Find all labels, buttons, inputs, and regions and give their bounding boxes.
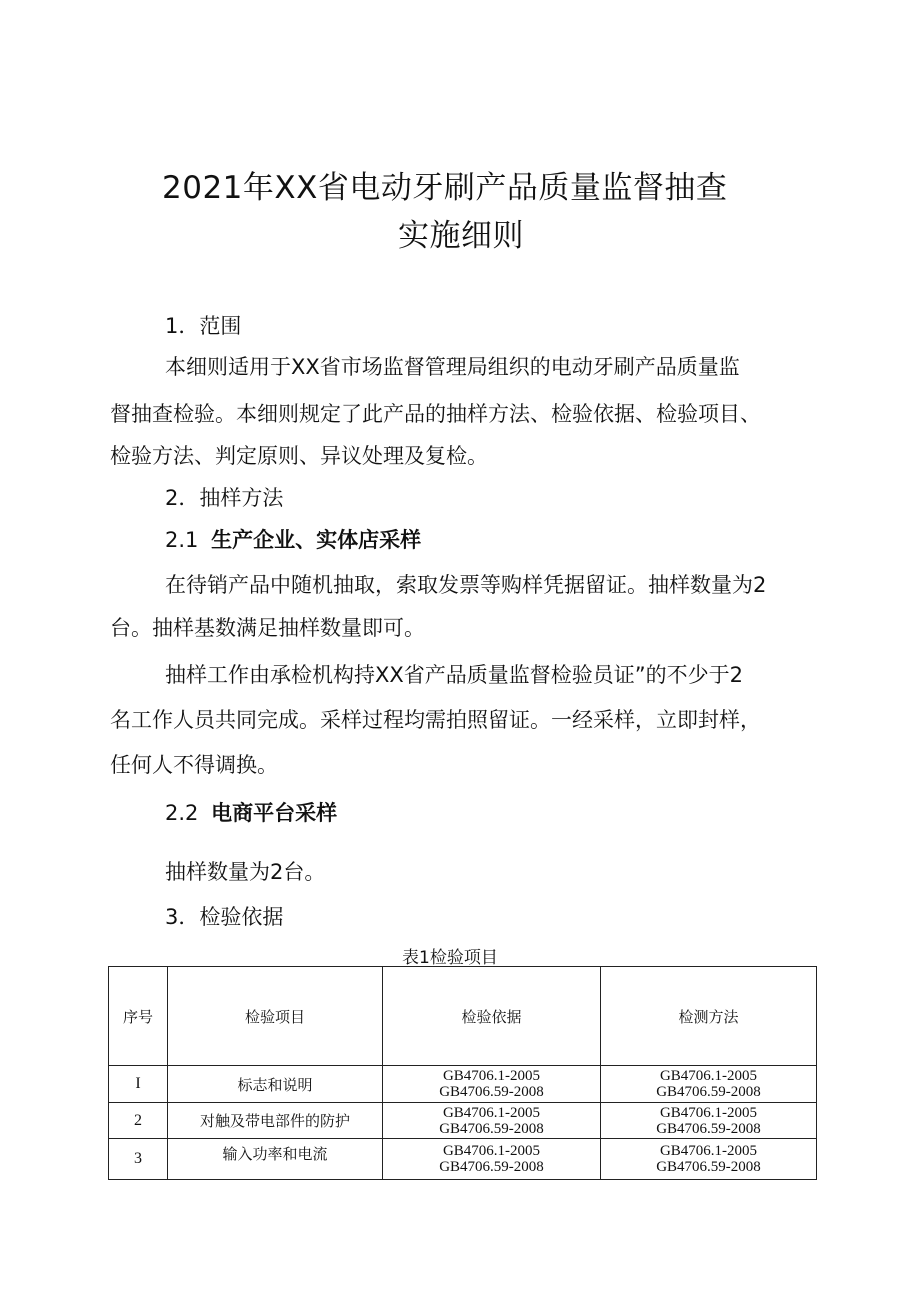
row-item: 输入功率和电流 xyxy=(168,1139,383,1180)
method-standard-1: GB4706.1-2005 xyxy=(659,1068,758,1084)
section-1-heading: 1．范围 xyxy=(165,314,242,338)
basis-standard-1: GB4706.1-2005 xyxy=(442,1143,541,1159)
document-title-line2: 实施细则 xyxy=(398,218,524,254)
method-standard-1: GB4706.1-2005 xyxy=(659,1104,758,1121)
row-item: 标志和说明 xyxy=(168,1066,383,1103)
section-2-2-paragraph: 抽样数量为2台。 xyxy=(165,860,326,884)
row-basis xyxy=(383,1103,601,1139)
row-item: 对触及带电部件的防护 xyxy=(168,1103,383,1139)
header-method: 检测方法 xyxy=(601,967,817,1066)
table-row xyxy=(109,1103,817,1139)
basis-standard-2: GB4706.59-2008 xyxy=(439,1159,544,1175)
header-item: 检验项目 xyxy=(168,967,383,1066)
row-basis xyxy=(383,1066,601,1103)
section-1-paragraph-line3: 检验方法、判定原则、异议处理及复检。 xyxy=(110,444,488,468)
method-standard-1: GB4706.1-2005 xyxy=(659,1143,758,1159)
section-2-1-paragraph2-line1: 抽样工作由承检机构持XX省产品质量监督检验员证”的不少于2 xyxy=(165,663,744,687)
basis-standard-2: GB4706.59-2008 xyxy=(439,1120,544,1137)
section-2-1-paragraph1-line1: 在待销产品中随机抽取，索取发票等购样凭据留证。抽样数量为2 xyxy=(165,573,767,597)
section-2-1-number: 2.1 xyxy=(165,528,199,552)
table-header-row xyxy=(109,967,817,1066)
method-standard-2: GB4706.59-2008 xyxy=(656,1084,761,1100)
section-1-paragraph-line2: 督抽查检验。本细则规定了此产品的抽样方法、检验依据、检验项目、 xyxy=(110,402,761,426)
section-2-1-paragraph1-line2: 台。抽样基数满足抽样数量即可。 xyxy=(110,616,425,640)
section-2-heading: 2．抽样方法 xyxy=(165,486,284,510)
section-2-2-title: 电商平台采样 xyxy=(211,801,338,825)
basis-standard-2: GB4706.59-2008 xyxy=(439,1084,544,1100)
document-title-line1: 2021年XX省电动牙刷产品质量监督抽查 xyxy=(162,170,728,206)
row-number: 2 xyxy=(109,1103,168,1139)
method-standard-2: GB4706.59-2008 xyxy=(656,1120,761,1137)
basis-standard-1: GB4706.1-2005 xyxy=(442,1104,541,1121)
row-number: 3 xyxy=(109,1139,168,1180)
table-row xyxy=(109,1066,817,1103)
section-2-1-paragraph2-line3: 任何人不得调换。 xyxy=(110,753,278,777)
row-method xyxy=(601,1103,817,1139)
row-method xyxy=(601,1066,817,1103)
section-2-1-paragraph2-line2: 名工作人员共同完成。采样过程均需拍照留证。一经采样，立即封样， xyxy=(110,708,761,732)
section-2-2-number: 2.2 xyxy=(165,801,199,825)
section-1-paragraph-line1: 本细则适用于XX省市场监督管理局组织的电动牙刷产品质量监 xyxy=(165,355,740,379)
row-basis xyxy=(383,1139,601,1180)
row-number: I xyxy=(109,1066,168,1103)
table-row xyxy=(109,1139,817,1180)
header-no: 序号 xyxy=(109,967,168,1066)
section-2-2-heading xyxy=(165,797,337,827)
section-3-heading: 3．检验依据 xyxy=(165,905,284,929)
inspection-items-table xyxy=(108,966,817,1180)
header-basis: 检验依据 xyxy=(383,967,601,1066)
basis-standard-1: GB4706.1-2005 xyxy=(442,1068,541,1084)
method-standard-2: GB4706.59-2008 xyxy=(656,1159,761,1175)
section-2-1-heading xyxy=(165,524,421,554)
table-caption: 表1检验项目 xyxy=(402,948,498,968)
row-method xyxy=(601,1139,817,1180)
section-2-1-title: 生产企业、实体店采样 xyxy=(211,528,422,552)
